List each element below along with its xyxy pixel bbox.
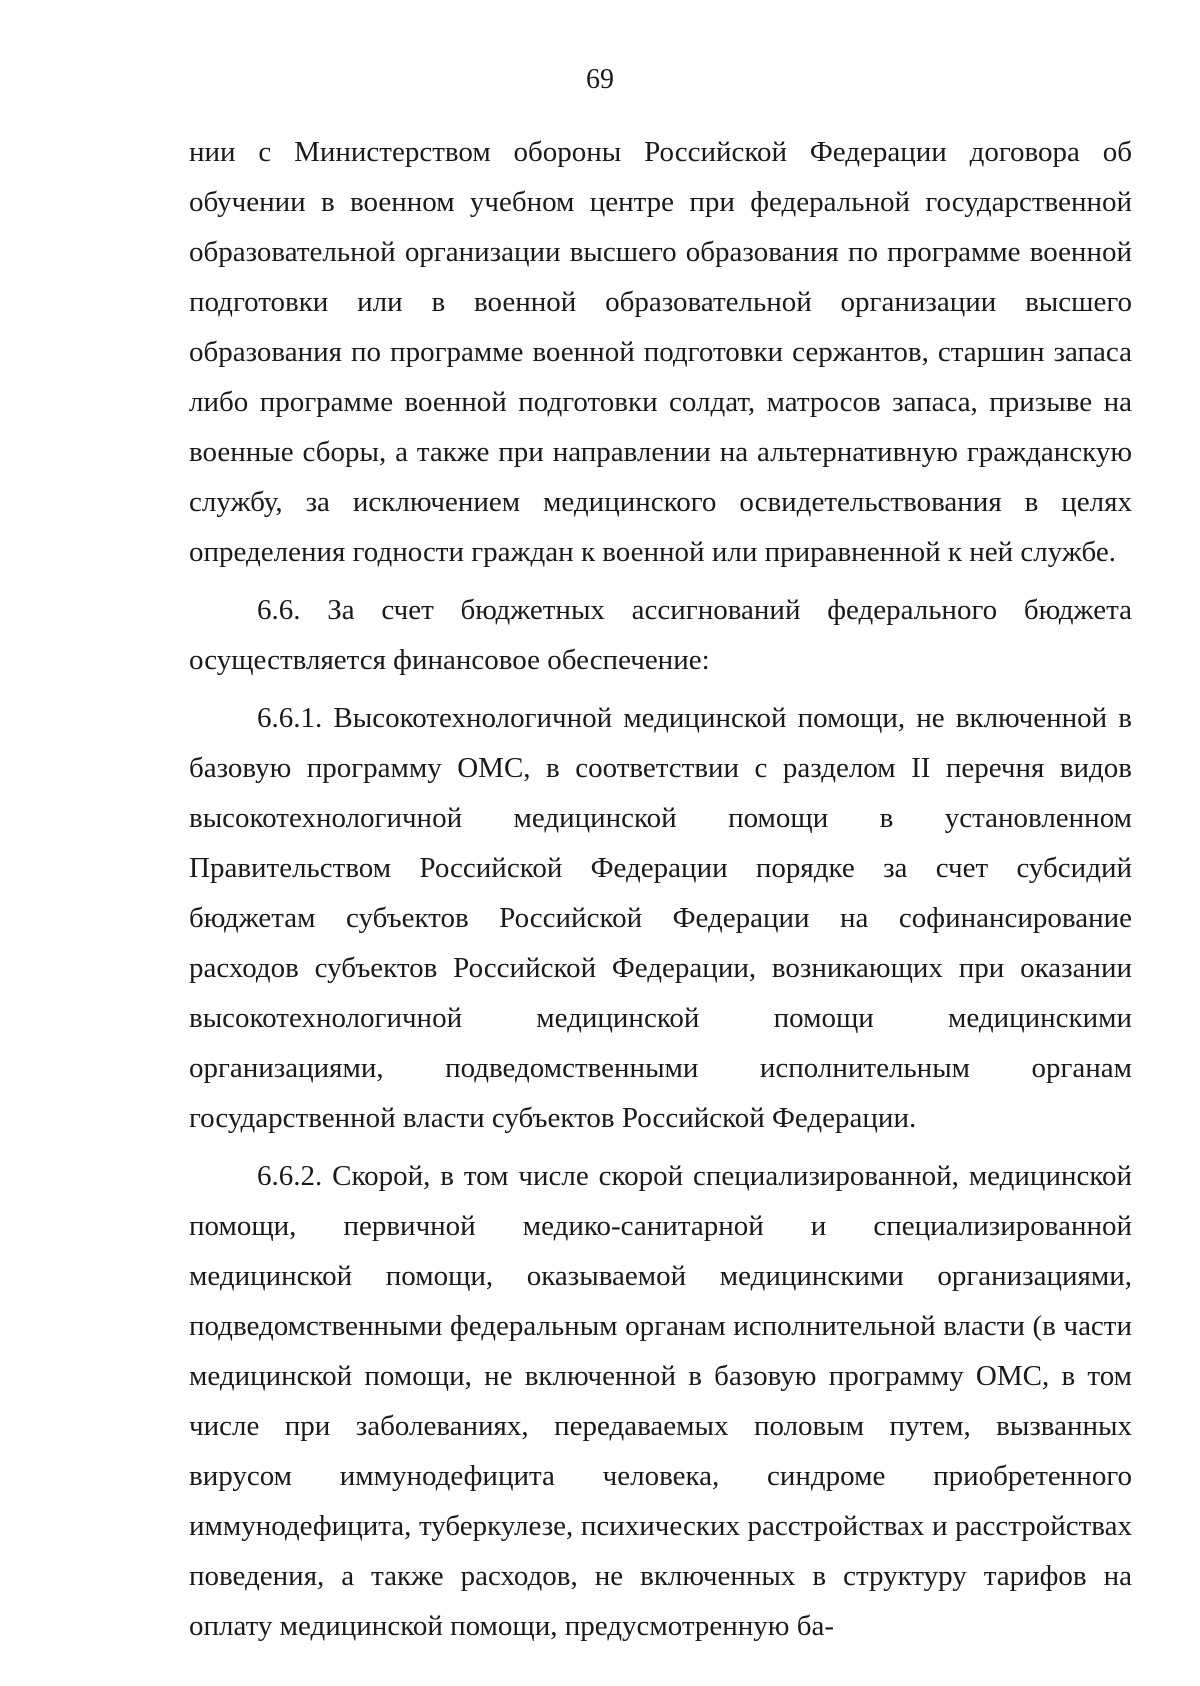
paragraph-6-6: 6.6. За счет бюджетных ассигнований федерального бюджета осуществляется финансовое обеспечение: xyxy=(189,594,1132,676)
paragraph-continuation: нии с Министерством обороны Российской Федерации договора об обучении в военном учебном центре при федеральной государственной образовательной организации высшего образования по программе военной подготовки или в военной образовательной организации высшего образования по программе военной подготовки сержантов, старшин запаса либо программе военной подготовки солдат, матросов запаса, призыве на военные сборы, а также при направлении на альтернативную гражданскую службу, за исключением медицинского освидетельствования в целях определения годности граждан к военной или приравненной к ней службе. xyxy=(189,136,1132,568)
paragraph-6-6-2: 6.6.2. Скорой, в том числе скорой специализированной, медицинской помощи, первичной медико-санитарной и специализированной медицинской помощи, оказываемой медицинскими организациями, подведомственными федеральным органам исполнительной власти (в части медицинской помощи, не включенной в базовую программу ОМС, в том числе при заболеваниях, передаваемых половым путем, вызванных вирусом иммунодефицита человека, синдроме приобретенного иммунодефицита, туберкулезе, психических расстройствах и расстройствах поведения, а также расходов, не включенных в структуру тарифов на оплату медицинской помощи, предусмотренную ба- xyxy=(189,1160,1132,1642)
paragraph-6-6-1: 6.6.1. Высокотехнологичной медицинской помощи, не включенной в базовую программу ОМС, в соответствии с разделом II перечня видов высокотехнологичной медицинской помощи в установленном Правительством Российской Федерации порядке за счет субсидий бюджетам субъектов Российской Федерации на софинансирование расходов субъектов Российской Федерации, возникающих при оказании высокотехнологичной медицинской помощи медицинскими организациями, подведомственными исполнительным органам государственной власти субъектов Российской Федерации. xyxy=(189,702,1132,1134)
document-body xyxy=(189,127,1132,1651)
page-number: 69 xyxy=(586,64,614,95)
